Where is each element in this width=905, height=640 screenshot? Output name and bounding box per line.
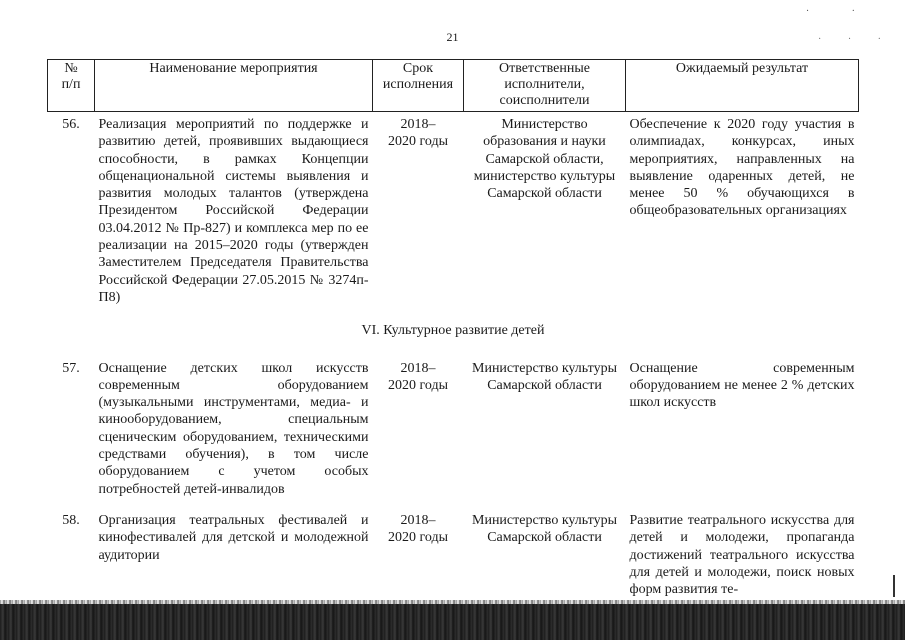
table-row	[48, 498, 859, 598]
row-num: 56.	[62, 117, 80, 132]
header-name: Наименование мероприятия	[95, 60, 373, 112]
scan-bottom-strip	[0, 604, 905, 640]
row-term: 2018– 2020 годы	[387, 512, 449, 546]
row-num: 58.	[62, 512, 80, 528]
header-num: № п/п	[48, 60, 95, 112]
scan-specks: · ·	[805, 6, 875, 17]
row-num: 57.	[62, 360, 80, 376]
scan-specks: · · ·	[818, 34, 893, 45]
row-responsible: Министерство культуры Самарской области	[472, 512, 617, 546]
row-responsible: Министерство образования и науки Самарской области, министерство культуры Самарской области	[473, 117, 616, 202]
table-header-row	[48, 60, 859, 112]
header-result: Ожидаемый результат	[626, 60, 859, 112]
header-responsible: Ответственные исполнители, соисполнители	[464, 60, 626, 112]
section-row	[48, 306, 859, 359]
plan-table	[47, 59, 859, 598]
row-result: Обеспечение к 2020 году участия в олимпиадах, конкурсах, иных мероприятиях, направленных на выявление одаренных детей, не менее 50 % обучающихся в общеобразовательных организациях	[629, 117, 855, 219]
section-title: VI. Культурное развитие детей	[361, 323, 545, 339]
row-result: Оснащение современным оборудованием не менее 2 % детских школ искусств	[629, 360, 855, 411]
row-responsible: Министерство культуры Самарской области	[472, 360, 617, 393]
header-term: Срок исполнения	[373, 60, 464, 112]
row-name: Организация театральных фестивалей и кинофестивалей для детской и молодежной аудитории	[98, 512, 369, 563]
row-name: Оснащение детских школ искусств современным оборудованием (музыкальными инструментами, медиа- и кинооборудованием, специальным сценическим оборудованием, техническими средствами обучения), в том числе оборудованием с учетом особых потребностей детей-инвалидов	[98, 360, 369, 497]
row-result: Развитие театрального искусства для детей и молодежи, пропаганда достижений театрального искусства для детей и молодежи, поиск новых форм развития те-	[629, 512, 855, 598]
table-row	[48, 112, 859, 307]
row-name: Реализация мероприятий по поддержке и развитию детей, проявивших выдающиеся способности, в рамках Концепции общенациональной системы выявления и развития молодых талантов (утверждена Президентом Российской Федерации 03.04.2012 № Пр-827) и комплекса мер по ее реализации на 2015–2020 годы (утвержден Заместителем Председателя Правительства Российской Федерации 27.05.2015 № 3274п-П8)	[98, 117, 369, 305]
scan-mark	[893, 575, 895, 597]
row-term: 2018– 2020 годы	[387, 360, 449, 393]
page-number: 21	[446, 30, 459, 44]
table-row	[48, 360, 859, 498]
row-term: 2018– 2020 годы	[387, 117, 449, 150]
